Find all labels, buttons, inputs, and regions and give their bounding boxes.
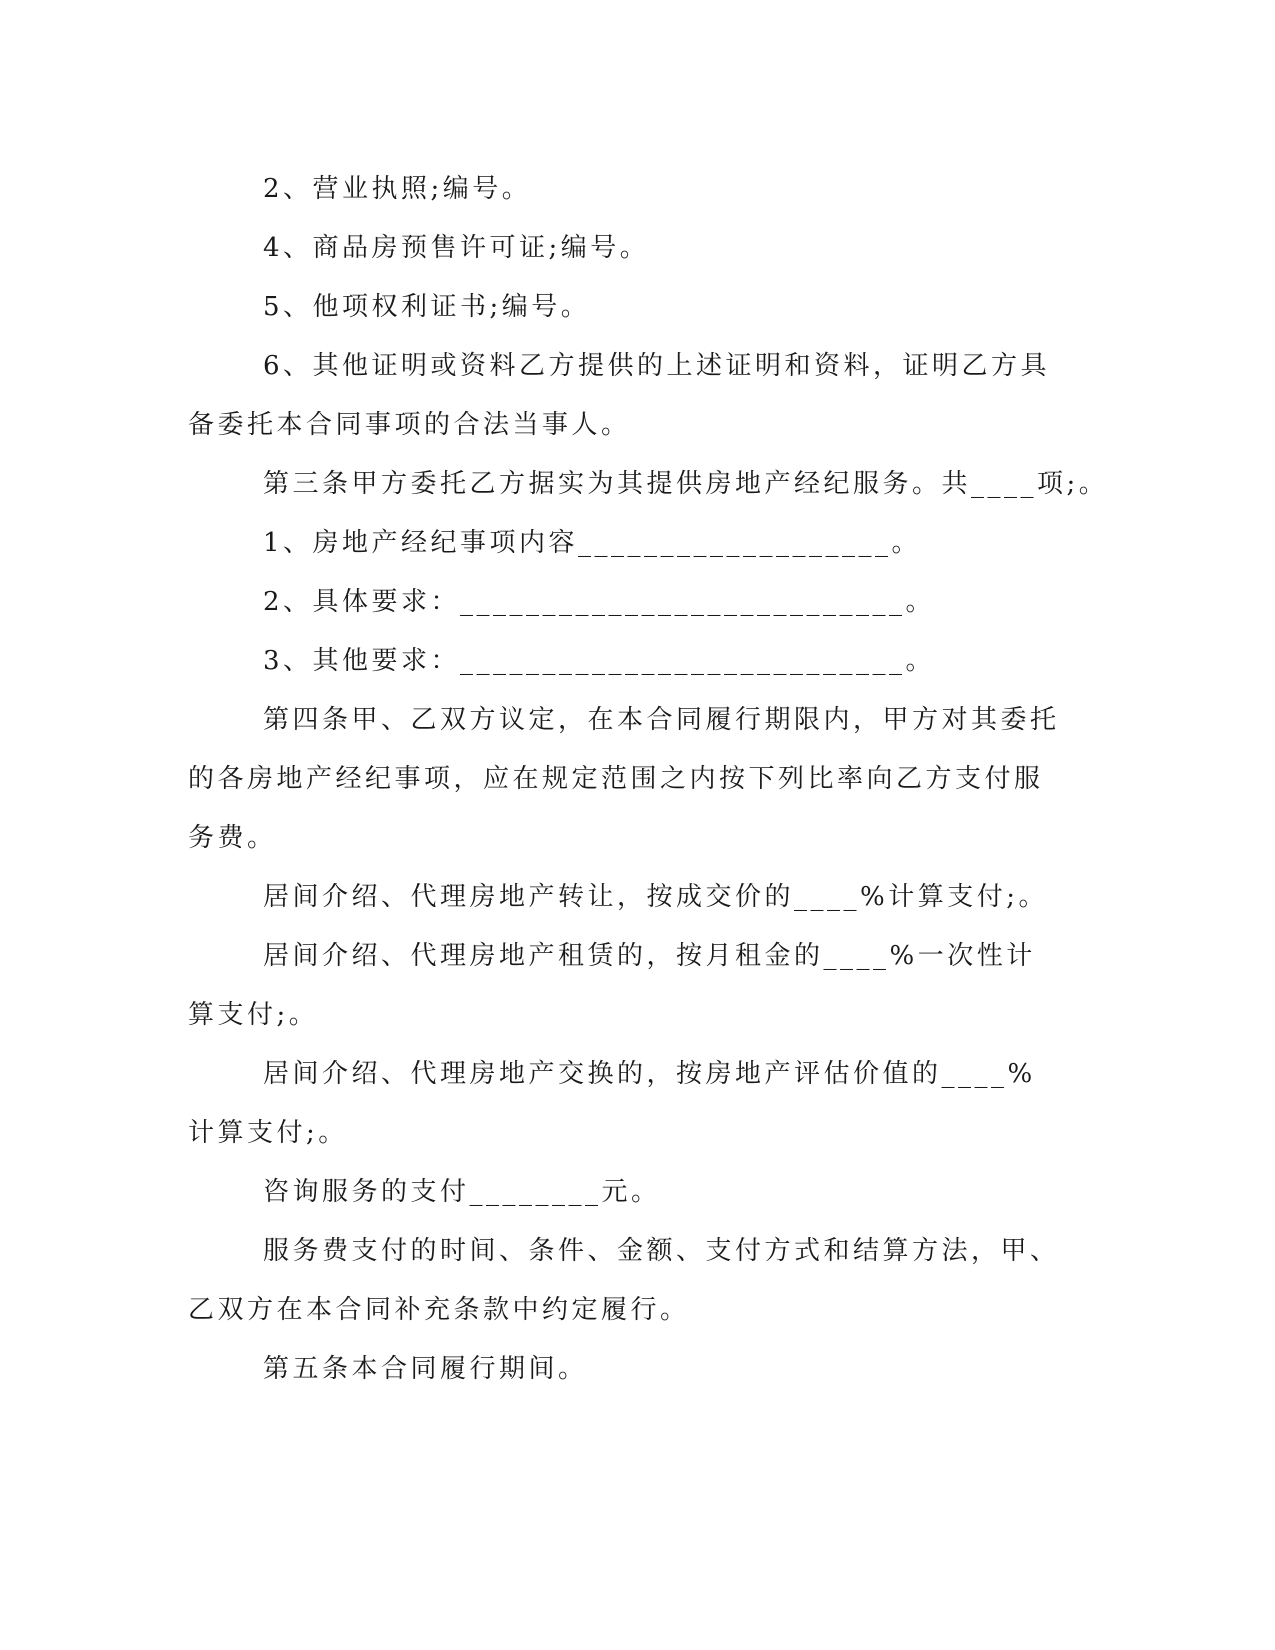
article-three-item-1: 1、房地产经纪事项内容___________________。 (263, 528, 922, 558)
article-three-item-3: 3、其他要求：___________________________。 (263, 646, 936, 676)
fee-payment-terms: 服务费支付的时间、条件、金额、支付方式和结算方法，甲、乙双方在本合同补充条款中约定履行。 (188, 1236, 1060, 1325)
item-business-license: 2、营业执照;编号。 (263, 174, 532, 204)
item-other-proofs: 6、其他证明或资料乙方提供的上述证明和资料，证明乙方具备委托本合同事项的合法当事人。 (188, 351, 1051, 440)
item-other-rights-certificate: 5、他项权利证书;编号。 (263, 292, 591, 322)
fee-exchange: 居间介绍、代理房地产交换的，按房地产评估价值的____%计算支付;。 (188, 1059, 1036, 1148)
article-five-heading: 第五条本合同履行期间。 (263, 1354, 588, 1384)
article-four-heading: 第四条甲、乙双方议定，在本合同履行期限内，甲方对其委托的各房地产经纪事项，应在规定范围之内按下列比率向乙方支付服务费。 (188, 705, 1060, 853)
item-presale-permit: 4、商品房预售许可证;编号。 (263, 233, 650, 263)
fee-lease: 居间介绍、代理房地产租赁的，按月租金的____%一次性计算支付;。 (188, 941, 1036, 1030)
fee-transfer: 居间介绍、代理房地产转让，按成交价的____%计算支付;。 (263, 882, 1048, 912)
article-three-item-2: 2、具体要求：___________________________。 (263, 587, 936, 617)
fee-consulting: 咨询服务的支付________元。 (263, 1177, 661, 1207)
document-body (188, 160, 1109, 1399)
article-three-heading: 第三条甲方委托乙方据实为其提供房地产经纪服务。共____项;。 (263, 469, 1109, 499)
